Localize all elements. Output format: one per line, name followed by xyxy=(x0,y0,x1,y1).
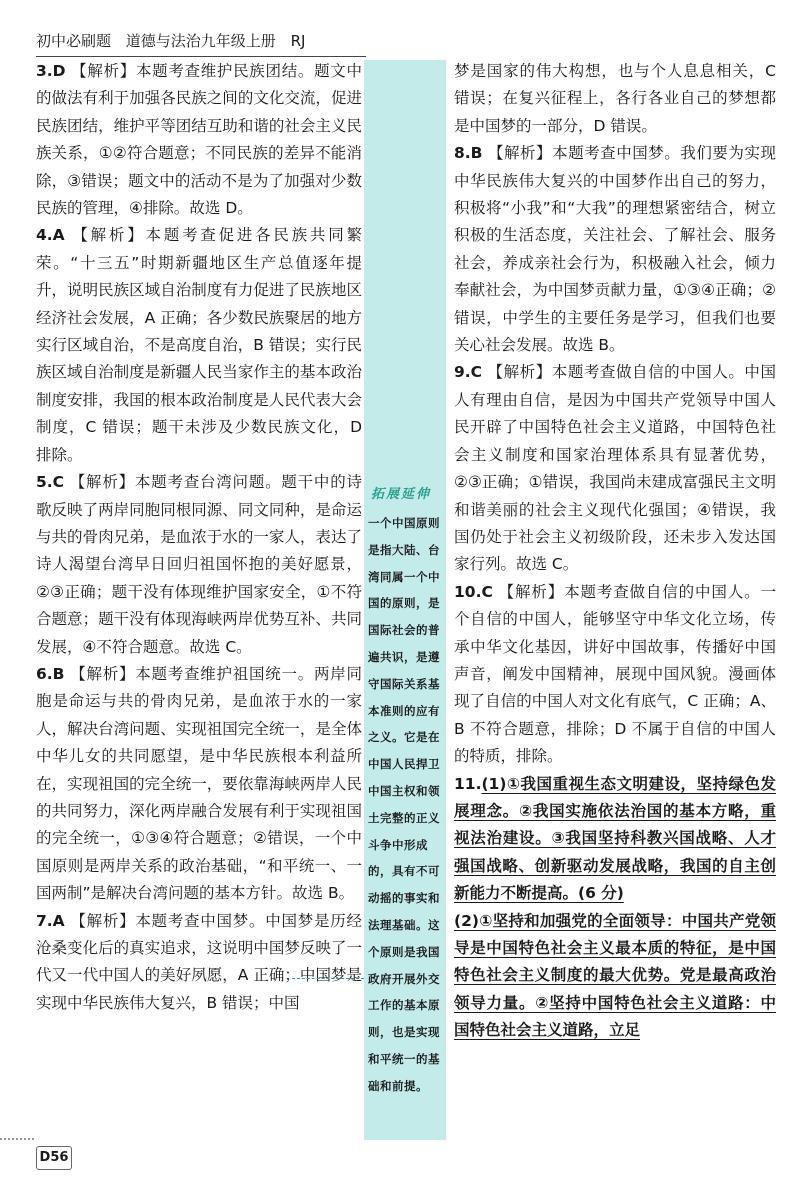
left-column xyxy=(36,58,362,1017)
answer-5: 5.C 【解析】本题考查台湾问题。题干中的诗歌反映了两岸同胞同根同源、同文同种，是命运与共的骨肉兄弟，是血浓于水的一家人，表达了诗人渴望台湾早日回归祖国怀抱的美好愿景，②③正确；题干没有体现维护国家安全，①不符合题意；题干没有体现海峡两岸优势互补、共同发展，④不符合题意。故选 C。 xyxy=(36,473,362,656)
sidebar-title: 拓展延伸 xyxy=(371,487,432,502)
answer-10: 10.C 【解析】本题考查做自信的中国人。一个自信的中国人，能够坚守中华文化立场，传承中华文化基因，讲好中国故事，传播好中国声音，阐发中国精神，展现中国风貌。漫画体现了自信的中国人对文化有底气，C 正确；A、B 不符合题意，排除；D 不属于自信的中国人的特质，排除。 xyxy=(454,582,776,766)
edition-label: RJ xyxy=(290,32,306,50)
subject-name: 道德与法治九年级上册 xyxy=(125,32,276,50)
right-column xyxy=(454,58,776,1045)
answer-9: 9.C 【解析】本题考查做自信的中国人。中国人有理由自信，是因为中国共产党领导中国人民开辟了中国特色社会主义道路，中国特色社会主义制度和国家治理体系具有显著优势，②③正确；①错误，我国尚未建成富强民主文明和谐美丽的社会主义现代化强国；④错误，我国仍处于社会主义初级阶段，还未步入发达国家行列。故选 C。 xyxy=(454,363,776,574)
series-name: 初中必刷题 xyxy=(36,32,112,50)
answer-7-continued: 梦是国家的伟大构想，也与个人息息相关，C 错误；在复兴征程上，各行各业自己的梦想都是中国梦的一部分，D 错误。 xyxy=(454,62,776,135)
answer-7: 7.A 【解析】本题考查中国梦。中国梦是历经沧桑变化后的真实追求，这说明中国梦反映了一代又一代中国人的美好夙愿，A 正确；中国梦是实现中华民族伟大复兴，B 错误；中国 xyxy=(36,911,362,1012)
answer-11-part2: (2)①坚持和加强党的全面领导：中国共产党领导是中国特色社会主义最本质的特征，是中国特色社会主义制度的最大优势。党是最高政治领导力量。②坚持中国特色社会主义道路：中国特色社会主义道路，立足 xyxy=(454,911,776,1040)
answer-8: 8.B 【解析】本题考查中国梦。我们要为实现中华民族伟大复兴的中国梦作出自己的努力，积极将“小我”和“大我”的理想紧密结合，树立积极的生活态度，关注社会、了解社会、服务社会，养成亲社会行为，积极融入社会，倾力奉献社会，为中国梦贡献力量，①③④正确；②错误，中学生的主要任务是学习，但我们也要关心社会发展。故选 B。 xyxy=(454,144,776,355)
answer-11-part1: (1)①我国重视生态文明建设，坚持绿色发展理念。②我国实施依法治国的基本方略，重视法治建设。③我国坚持科教兴国战略、人才强国战略、创新驱动发展战略，我国的自主创新能力不断提高。(6 分) xyxy=(454,774,776,903)
sidebar-pointer-line xyxy=(292,978,364,979)
page-edge-dots xyxy=(0,1138,34,1140)
answer-4: 4.A 【解析】本题考查促进各民族共同繁荣。“十三五”时期新疆地区生产总值逐年提升，说明民族区域自治制度有力促进了民族地区经济社会发展，A 正确；各少数民族聚居的地方实行区域自治，不是高度自治，B 错误；实行民族区域自治制度是新疆人民当家作主的基本政治制度安排，我国的根本政治制度是人民代表大会制度，C 错误；题干未涉及少数民族文化，D 排除。 xyxy=(36,226,362,464)
sidebar-body: 一个中国原则是指大陆、台湾同属一个中国的原则，是国际社会的普遍共识，是遵守国际关系基本准则的应有之义。它是在中国人民捍卫中国主权和领土完整的正义斗争中形成的，具有不可动摇的事实和法理基础。这个原则是我国政府开展外交工作的基本原则，也是实现和平统一的基础和前提。 xyxy=(368,516,440,1093)
answer-11: 11.(1)①我国重视生态文明建设，坚持绿色发展理念。②我国实施依法治国的基本方略，重视法治建设。③我国坚持科教兴国战略、人才强国战略、创新驱动发展战略，我国的自主创新能力不断提高。(6 分) xyxy=(454,774,776,903)
answer-3: 3.D 【解析】本题考查维护民族团结。题文中的做法有利于加强各民族之间的文化交流，促进民族团结，维护平等团结互助和谐的社会主义民族关系，①②符合题意；不同民族的差异不能消除，③错误；题文中的活动不是为了加强对少数民族的管理，④排除。故选 D。 xyxy=(36,62,362,218)
page-number: D56 xyxy=(36,1146,72,1170)
answer-6: 6.B 【解析】本题考查维护祖国统一。两岸同胞是命运与共的骨肉兄弟，是血浓于水的一家人，解决台湾问题、实现祖国完全统一，是全体中华儿女的共同愿望，是中华民族根本利益所在，实现祖国的完全统一，要依靠海峡两岸人民的共同努力，深化两岸融合发展有利于实现祖国的完全统一，①③④符合题意；②错误，一个中国原则是两岸关系的政治基础，“和平统一、一国两制”是解决台湾问题的基本方针。故选 B。 xyxy=(36,664,362,903)
page-header xyxy=(36,30,366,57)
answer-11-part2-wrap xyxy=(454,908,776,1045)
